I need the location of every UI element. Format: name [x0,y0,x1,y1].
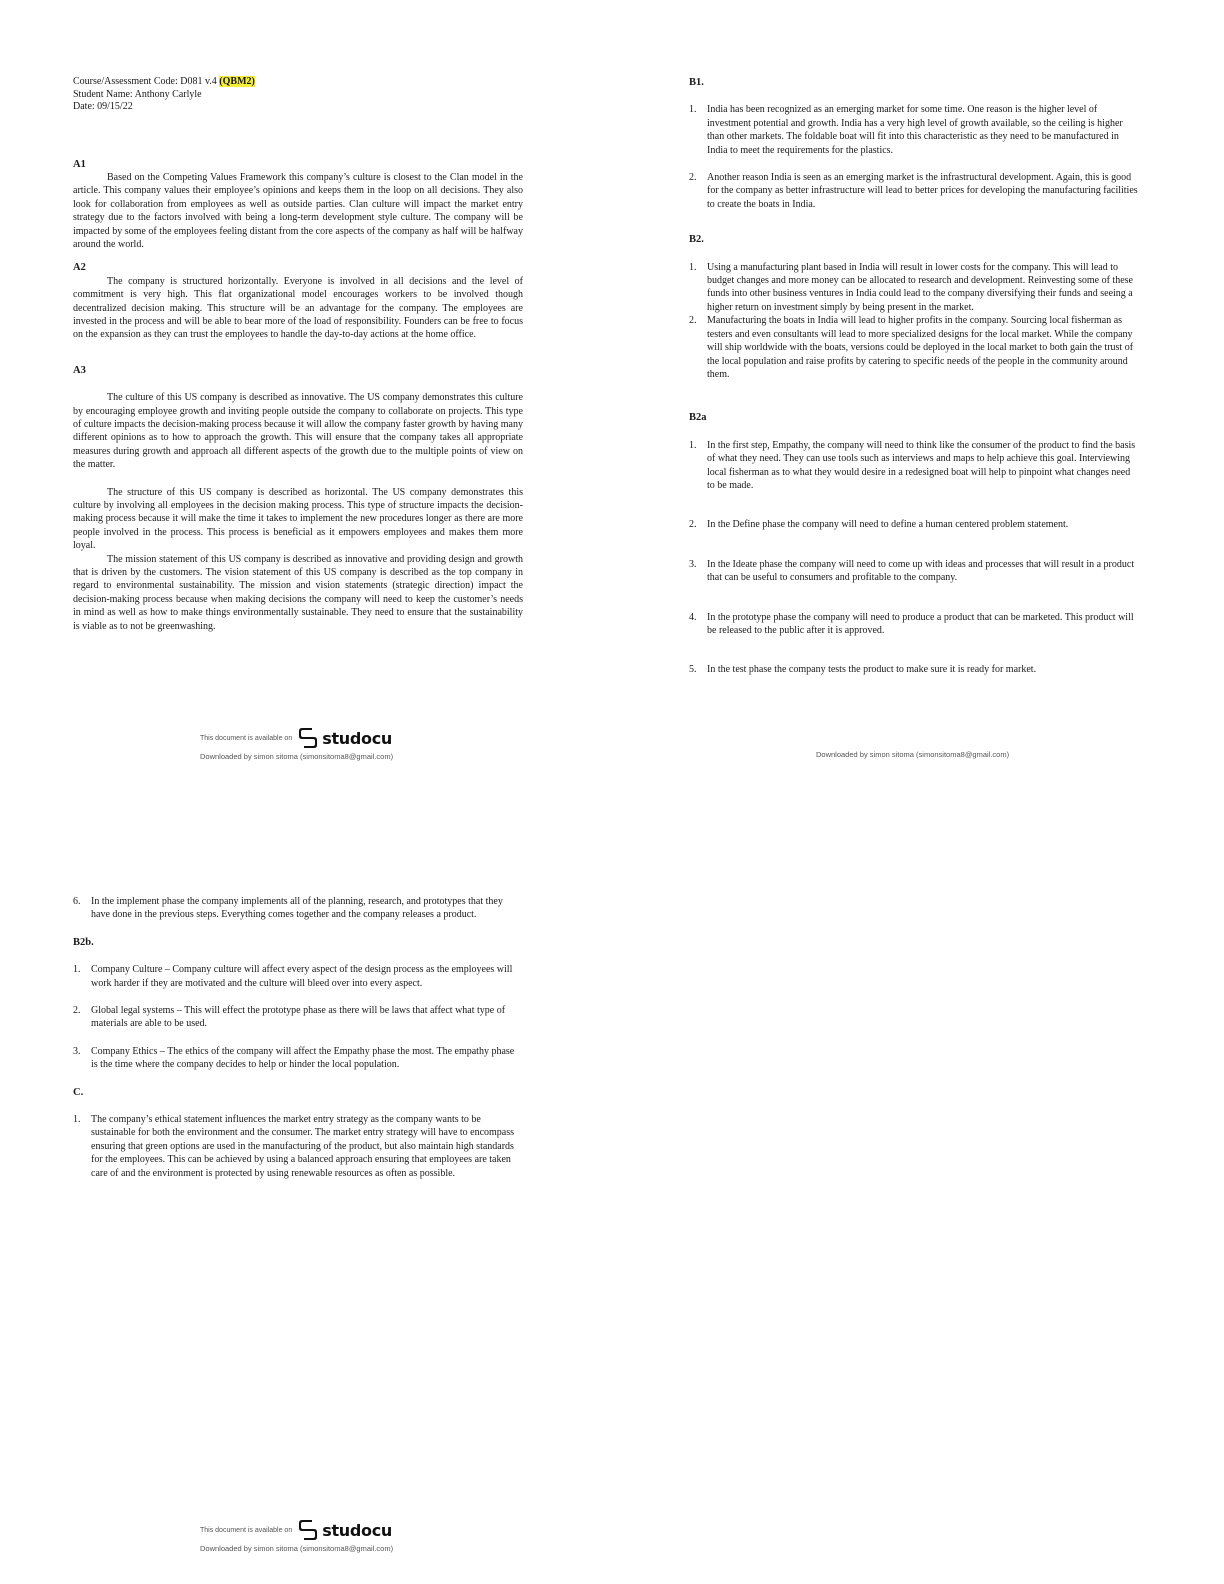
footer-page-3 [200,1518,393,1553]
downloaded-by-text: Downloaded by simon sitoma (simonsitoma8@gmail.com) [816,750,1010,759]
section-b2a [689,411,1139,676]
list-item: 2. Global legal systems – This will effect the prototype phase as there will be laws that affect what type of materials are able to be used. [73,1005,506,1030]
heading-b2b: B2b. [73,936,94,948]
paragraph-a3-culture: The culture of this US company is described as innovative. The US company demonstrates this culture by encouraging employee growth and inviting people outside the company to collaborate on projects. This type of culture impacts the decision-making process because it will allow the company faster growth by having many different opinions as to how to approach the growth. This will ensure that the company takes all appropriate measures during growth and approach all different aspects of the growth due to the multiple points of view on the matter. [73,392,523,471]
paragraph-a2: The company is structured horizontally. Everyone is involved in all decisions and the level of commitment is very high. This flat organizational model encourages workers to be involved though decentralized decision making. This structure will be an advantage for the company. The employees are invested in the process and will be able to bear more of the load of responsibility. Founders can be free to focus on the expansion as they can trust the employees to handle the day-to-day actions at the home office. [73,275,523,341]
list-item: 1. Company Culture – Company culture will affect every aspect of the design process as the employees will work harder if they are motivated and the culture will bleed over into every aspect. [73,964,513,989]
list-item: 2. In the Define phase the company will need to define a human centered problem statement. [689,519,1069,531]
available-on-text: This document is available on [200,1526,293,1534]
date: Date: 09/15/22 [73,101,133,112]
list-item: 2. Manufacturing the boats in India will lead to higher profits in the company. Sourcing local fisherman as testers and even consultants will lead to more specialized designs for the local market. While the company will ship worldwide with the boats, versions could be deployed in the local market to both gain the trust of the local population and raise profits by catering to specific needs of the people in the community around them. [689,315,1134,380]
paragraph-a3-structure: The structure of this US company is described as horizontal. The US company demonstrates this culture by involving all employees in the decision making process. This type of structure impacts the decision-making process because it will make the time it takes to implement the new procedures longer as there are more people involved in the process. This process is beneficial as it empowers employees and makes them more loyal. [73,486,523,552]
heading-c: C. [73,1086,84,1098]
heading-a2: A2 [73,262,86,274]
studocu-logo-icon [298,726,318,750]
heading-a1: A1 [73,158,86,170]
list-item: 1. India has been recognized as an emerging market for some time. One reason is the higher level of investment potential and growth. India has a very high level of growth available, so the ceiling is higher than other markets. The foldable boat will fit into this characteristic as they need to be manufactured in India to meet the requirements for the plastics. [689,104,1123,156]
heading-b2: B2. [689,234,704,246]
heading-a3: A3 [73,364,86,376]
heading-b1: B1. [689,77,704,88]
section-a2 [73,261,523,341]
paragraph-a1: Based on the Competing Values Framework this company’s culture is closest to the Clan model in the article. This company values their employee’s opinions and keeps them in the loop on all decisions. They also look for collaboration from employees as well as outside parties. Clan culture will impact the market entry strategy due to the factors involved with being a long-term development style culture. The company will be impacted by some of the employees feeling distant from the core aspects of the company as half will be halfway around the world. [73,171,523,250]
page-2 [689,76,1139,677]
document-header [73,76,523,114]
student-name: Student Name: Anthony Carlyle [73,88,202,100]
list-item: 6. In the implement phase the company implements all of the planning, research, and prototypes that they have done in the previous steps. Everything comes together and the company releases a product. [73,896,503,921]
section-b2b [73,936,523,1072]
downloaded-by-text: Downloaded by simon sitoma (simonsitoma8@gmail.com) [200,1544,394,1553]
studocu-logo-icon [298,1518,318,1542]
paragraph-a3-mission: The mission statement of this US company is described as innovative and providing design and growth that is driven by the customers. The vision statement of this US company is described as the top company in regard to environmental sustainability. The mission and vision statements (strategic direction) impact the decision-making process because when making decisions the company will need to keep the customer’s needs in mind as well as how to make things environmentally sustainable. They need to ensure that the sustainability is viable as to not be greenwashing. [73,553,523,632]
footer-page-1 [200,726,393,761]
page-1 [73,76,523,633]
section-a3 [73,364,523,633]
section-c [73,1086,523,1180]
studocu-logo-row [200,1518,393,1542]
list-item: 1. The company’s ethical statement influences the market entry strategy as the company wants to be sustainable for both the environment and the consumer. The market entry strategy will have to encompass ensuring that green options are used in the manufacturing of the product, but also maintain high standards for the employees. This can be achieved by using a balanced approach ensuring that employees are taken care of and the environment is protected by using renewable resources as often as possible. [73,1114,515,1179]
course-code-highlight: (QBM2) [219,76,255,87]
list-item: 1. Using a manufacturing plant based in India will result in lower costs for the company. This will lead to budget changes and more money can be allocated to research and development. Reinvesting some of these funds into other business ventures in India could lead to the company diversifying their funds and seeing a higher return on investment simply by being present in the market. [689,261,1133,313]
studocu-wordmark: studocu [322,728,393,748]
course-code: Course/Assessment Code: D081 v.4 (QBM2) [73,76,255,87]
page-3 [73,895,523,1180]
studocu-wordmark: studocu [322,1520,393,1540]
section-b1 [689,76,1139,211]
studocu-logo-row [200,726,393,750]
list-item: 4. In the prototype phase the company will need to produce a product that can be marketed. This product will be released to the public after it is approved. [689,611,1134,636]
list-item: 5. In the test phase the company tests the product to make sure it is ready for market. [689,664,1037,676]
available-on-text: This document is available on [200,734,293,742]
downloaded-by-text: Downloaded by simon sitoma (simonsitoma8@gmail.com) [200,752,394,761]
section-a1 [73,158,523,252]
heading-b2a: B2a [689,412,707,424]
list-item: 3. Company Ethics – The ethics of the company will affect the Empathy phase the most. The empathy phase is the time where the company decides to help or hinder the local population. [73,1045,515,1071]
footer-page-2 [816,748,1009,759]
list-item: 1. In the first step, Empathy, the company will need to think like the consumer of the product to find the basis of what they need. They can use tools such as interviews and maps to help achieve this goal. Interviewing local fisherman as to what they would desire in a redesigned boat will help to pinpoint what changes need to be made. [689,439,1136,491]
list-item: 3. In the Ideate phase the company will need to come up with ideas and processes that will result in a product that can be useful to consumers and profitable to the company. [689,558,1135,584]
section-b2 [689,233,1139,381]
list-item: 2. Another reason India is seen as an emerging market is the infrastructural development. Again, this is good for the company as better infrastructure will lead to better prices for developing the manufacturing facilities to create the boats in India. [689,172,1138,210]
